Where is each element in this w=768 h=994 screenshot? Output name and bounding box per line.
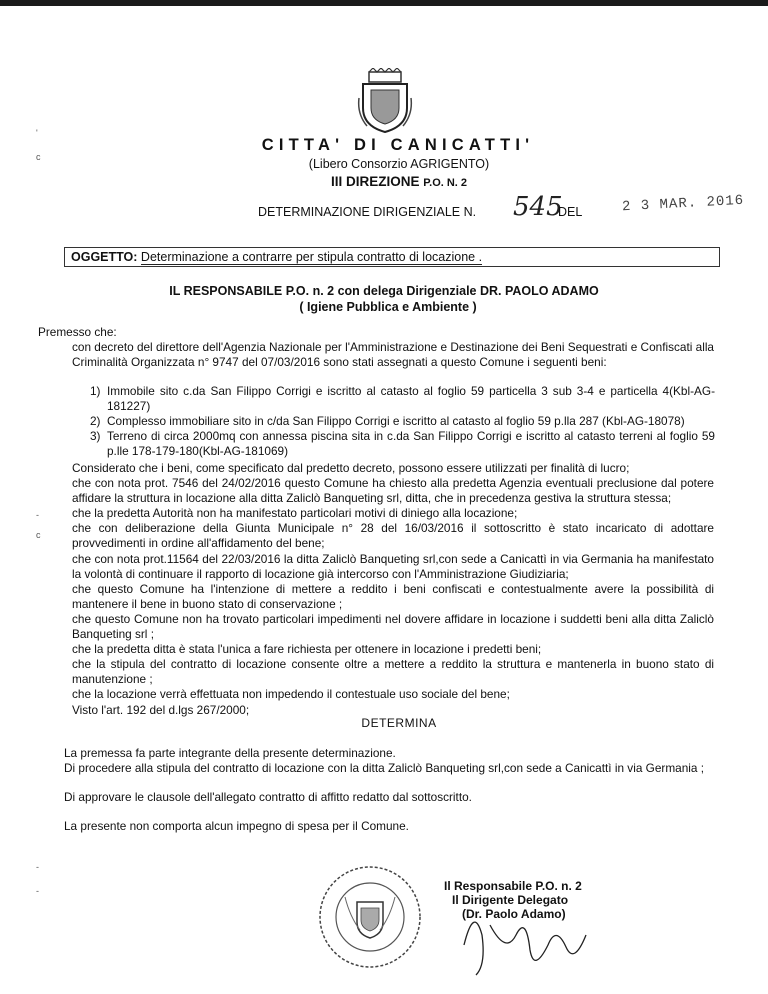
margin-mark: -	[36, 862, 39, 872]
consideration-paragraph: Visto l'art. 192 del d.lgs 267/2000;	[72, 702, 250, 717]
signature-name: (Dr. Paolo Adamo)	[462, 907, 566, 921]
consideration-paragraph: Considerato che i beni, come specificato dal predetto decreto, possono essere utilizzati per finalità di lucro;	[72, 461, 630, 475]
list-number: 3)	[90, 429, 101, 444]
consorzio-subtitle: (Libero Consorzio AGRIGENTO)	[308, 157, 490, 171]
determination-del-label: DEL	[558, 205, 583, 219]
list-number: 1)	[90, 384, 101, 398]
top-border	[0, 0, 768, 6]
determination-label: DETERMINAZIONE DIRIGENZIALE N.	[258, 205, 477, 219]
list-item	[90, 429, 715, 459]
decisions	[64, 746, 714, 834]
consideration-paragraph: che la predetta ditta è stata l'unica a fare richiesta per ottenere in locazione i predetti beni;	[72, 642, 542, 657]
determina-heading: DETERMINA	[361, 716, 437, 730]
list-text: Terreno di circa 2000mq con annessa piscina sita in c.da San Filippo Corrigi e iscritto al catasto terreni al foglio 59 p.lle 178-179-180(Kbl-AG-181069)	[107, 429, 715, 459]
list-text: Complesso immobiliare sito in c/da San Filippo Corrigi e iscritto al catasto al foglio 59 p.lla 287 (Kbl-AG-18078)	[107, 414, 685, 429]
decision-paragraph: Di procedere alla stipula del contratto di locazione con la ditta Zaliclò Banqueting srl,con sede a Canicattì in via Germania ;	[64, 761, 705, 776]
margin-mark: '	[36, 128, 38, 138]
consideration-paragraph: che con nota prot. 7546 del 24/02/2016 questo Comune ha chiesto alla predetta Agenzia eventuali preclusione dal potere affidare la struttura in locazione alla ditta Zaliclò Banqueting srl, ditta, che in precedenza gestiva la struttura stessa;	[72, 476, 714, 506]
premesso-label: Premesso che:	[38, 325, 117, 339]
city-name: CITTA' DI CANICATTI'	[261, 136, 535, 154]
subject-label: OGGETTO:	[71, 250, 138, 264]
direzione-label: III DIREZIONE	[330, 174, 420, 189]
decision-paragraph: Di approvare le clausole dell'allegato contratto di affitto redatto dal sottoscritto.	[64, 790, 472, 805]
consideration-paragraph: che con deliberazione della Giunta Municipale n° 28 del 16/03/2016 il sottoscritto è stato incaricato di adottare provvedimenti in ordine all'affidamento del bene;	[72, 521, 714, 551]
consideration-paragraph: che questo Comune ha l'intenzione di mettere a reddito i beni confiscati e contestualmente avere la possibilità di mantenere il bene in buono stato di conservazione ;	[72, 581, 714, 611]
list-number: 2)	[90, 414, 101, 429]
subject-text: Determinazione a contrarre per stipula contratto di locazione .	[140, 250, 483, 264]
consideration-paragraph: che con nota prot.11564 del 22/03/2016 la ditta Zaliclò Banqueting srl,con sede a Canicattì in via Germania ha manifestato la volontà di continuare il rapporto di locazione già intercorso con l'Amministrazione Giudiziaria;	[72, 551, 714, 581]
consideration-paragraph: che la locazione verrà effettuata non impedendo il contestuale uso sociale del bene;	[72, 687, 510, 702]
direzione-heading	[0, 174, 768, 189]
list-text: Immobile sito c.da San Filippo Corrigi e iscritto al catasto al foglio 59 particella 3 sub 3-4 e particella 4(Kbl-AG-181227)	[107, 384, 715, 414]
subject-box	[64, 247, 720, 267]
decision-paragraph: La presente non comporta alcun impegno di spesa per il Comune.	[64, 819, 409, 834]
list-item	[90, 384, 715, 414]
responsible-heading: IL RESPONSABILE P.O. n. 2 con delega Dirigenziale DR. PAOLO ADAMO	[169, 284, 599, 298]
assets-list	[90, 384, 715, 459]
decision-paragraph: La premessa fa parte integrante della presente determinazione.	[64, 746, 396, 760]
intro-paragraph: con decreto del direttore dell'Agenzia Nazionale per l'Amministrazione e Destinazione dei Beni Sequestrati e Confiscati alla Criminalità Organizzata n° 9747 del 07/03/2016 sono stati assegnati a questo Comune i seguenti beni:	[72, 340, 714, 370]
list-item	[90, 414, 715, 429]
date-stamp: 2 3 MAR. 2016	[621, 192, 745, 216]
po-label: P.O. N. 2	[423, 177, 468, 189]
signature-title: Il Responsabile P.O. n. 2	[444, 879, 582, 893]
official-seal-icon	[315, 862, 425, 972]
margin-mark: c	[36, 152, 41, 162]
responsible-subheading: ( Igiene Pubblica e Ambiente )	[299, 300, 477, 314]
margin-mark: -	[36, 886, 39, 896]
considerations	[72, 461, 714, 718]
handwritten-signature	[456, 895, 596, 985]
signature-role: Il Dirigente Delegato	[452, 893, 569, 907]
consideration-paragraph: che la stipula del contratto di locazione consente oltre a mettere a reddito la struttura e mantenerla in buono stato di manutenzione ;	[72, 657, 714, 687]
margin-mark: c	[36, 530, 41, 540]
margin-mark: -	[36, 510, 39, 520]
city-crest-icon	[357, 68, 413, 134]
consideration-paragraph: che questo Comune non ha trovato particolari impedimenti nel dovere affidare in locazione i suddetti beni alla ditta Zaliclò Banqueting srl ;	[72, 611, 714, 642]
determination-number: 545	[513, 192, 563, 222]
consideration-paragraph: che la predetta Autorità non ha manifestato particolari motivi di diniego alla locazione;	[72, 506, 518, 521]
